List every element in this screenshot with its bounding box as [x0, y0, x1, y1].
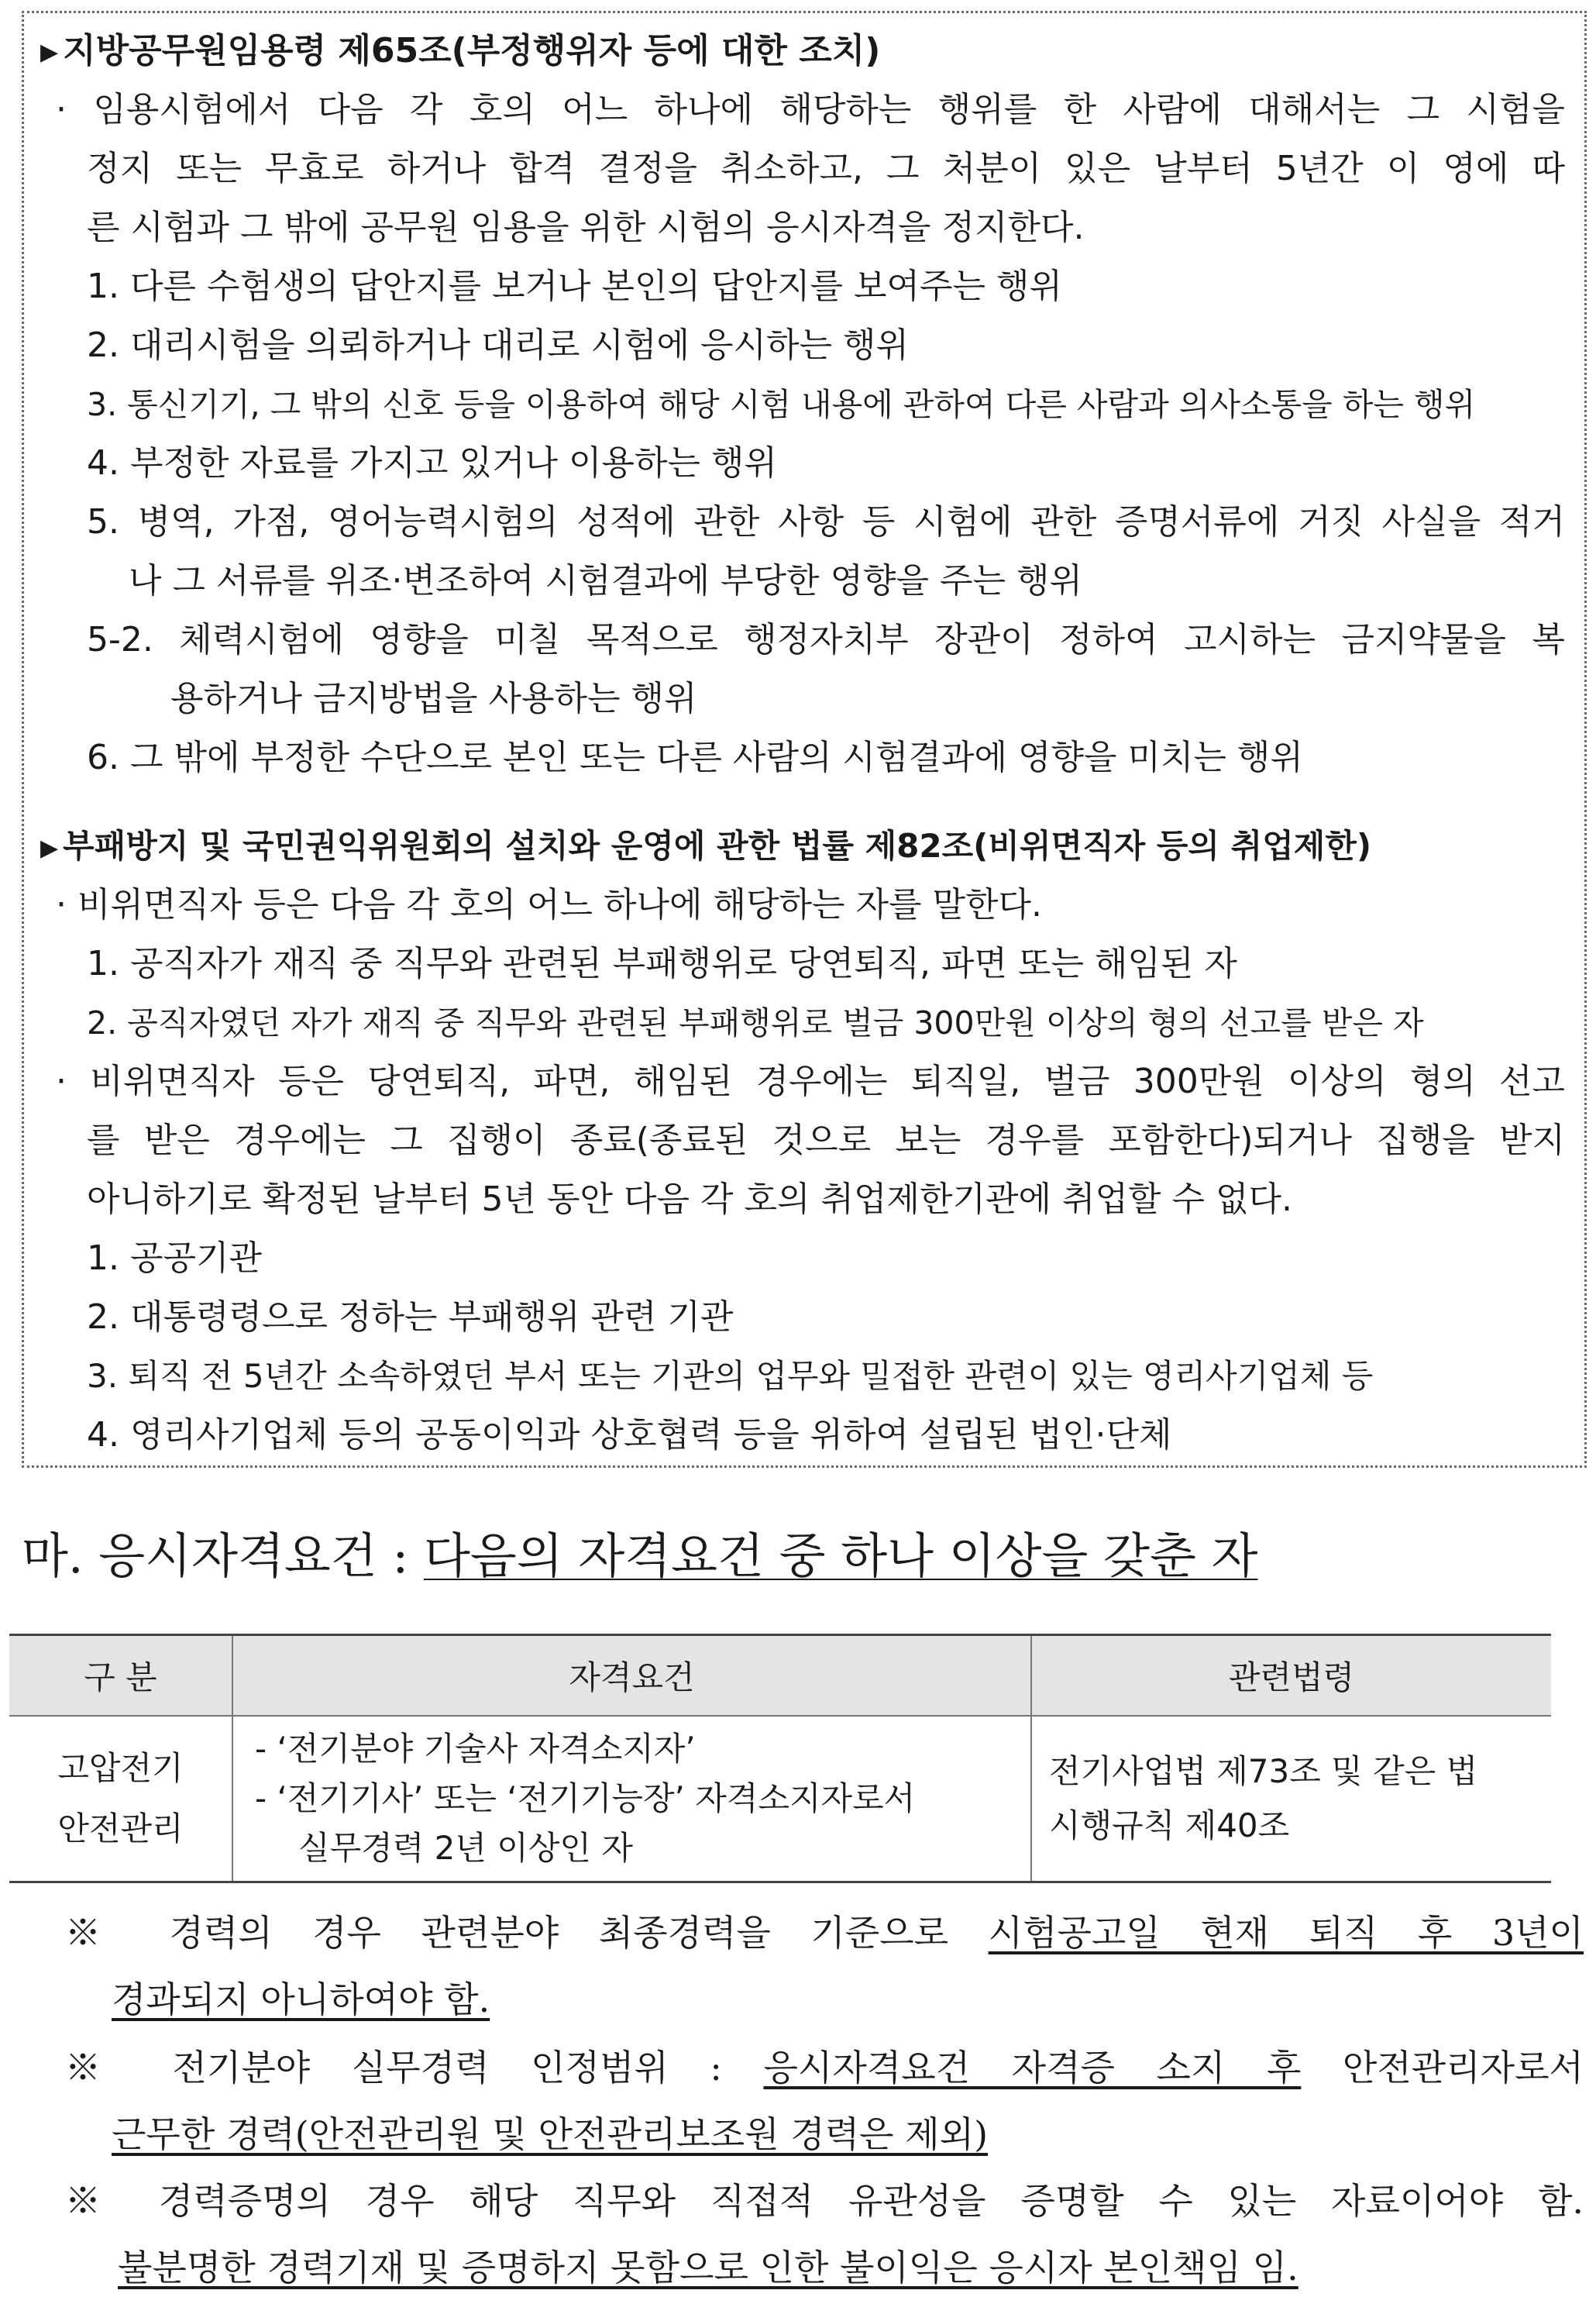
law2-item: 1. 공공기관 [87, 1238, 262, 1278]
col-header-requirements: 자격요건 [232, 1635, 1031, 1717]
section-subheading: 다음의 자격요건 중 하나 이상을 갖춘 자 [423, 1527, 1258, 1584]
note-experience-scope: ※ 전기분야 실무경력 인정범위 : 응시자격요건 자격증 소지 후 안전관리자로서 [65, 2047, 1584, 2089]
law2-item: 3. 퇴직 전 5년간 소속하였던 부서 또는 기관의 업무와 밀접한 관련이 있는 영리사기업체 등 [87, 1357, 1374, 1395]
law1-item: 5. 병역, 가점, 영어능력시험의 성적에 관한 사항 등 시험에 관한 증명서류에 거짓 사실을 적거 [87, 502, 1565, 542]
note-proof-cont: 불분명한 경력기재 및 증명하지 못함으로 인한 불이익은 응시자 본인책임 임. [118, 2247, 1298, 2288]
related-law-cell: 전기사업법 제73조 및 같은 법 시행규칙 제40조 [1031, 1716, 1551, 1882]
law1-item: 3. 통신기기, 그 밖의 신호 등을 이용하여 해당 시험 내용에 관하여 다른 사람과 의사소통을 하는 행위 [87, 386, 1476, 423]
law2-line: · 비위면직자 등은 당연퇴직, 파면, 해임된 경우에는 퇴직일, 벌금 300만원 이상의 형의 선고 [56, 1062, 1565, 1101]
note-career-basis: ※ 경력의 경우 관련분야 최종경력을 기준으로 시험공고일 현재 퇴직 후 3년이 [65, 1912, 1584, 1954]
law2-item: 4. 영리사기업체 등의 공동이익과 상호협력 등을 위하여 설립된 법인·단체 [87, 1415, 1172, 1455]
law1-item: 4. 부정한 자료를 가지고 있거나 이용하는 행위 [87, 443, 777, 483]
law2-title: ▶ 부패방지 및 국민권익위원회의 설치와 운영에 관한 법률 제82조(비위면직자 등의 취업제한) [40, 825, 1371, 870]
law1-item-cont: 나 그 서류를 위조·변조하여 시험결과에 부당한 영향을 주는 행위 [129, 561, 1082, 601]
category-cell: 고압전기 안전관리 [9, 1716, 232, 1882]
col-header-related-law: 관련법령 [1031, 1635, 1551, 1717]
note-proof: ※ 경력증명의 경우 해당 직무와 직접적 유관성을 증명할 수 있는 자료이어야 함. [65, 2180, 1584, 2222]
law1-line: 정지 또는 무효로 하거나 합격 결정을 취소하고, 그 처분이 있은 날부터 5년간 이 영에 따 [87, 149, 1566, 188]
note-career-basis-cont: 경과되지 아니하여야 함. [112, 1978, 490, 2020]
requirements-table [9, 1634, 1551, 1883]
triangle-bullet-icon: ▶ [40, 39, 59, 66]
law2-line: · 비위면직자 등은 다음 각 호의 어느 하나에 해당하는 자를 말한다. [56, 885, 1042, 925]
table-header-row [9, 1635, 1551, 1717]
law1-title: ▶ 지방공무원임용령 제65조(부정행위자 등에 대한 조치) [40, 29, 880, 74]
law1-line: 른 시험과 그 밖에 공무원 임용을 위한 시험의 응시자격을 정지한다. [87, 208, 1085, 247]
law2-item: 2. 대통령령으로 정하는 부패행위 관련 기관 [87, 1297, 734, 1337]
section-heading: 마. 응시자격요건 : 다음의 자격요건 중 하나 이상을 갖춘 자 [22, 1527, 1258, 1584]
note-experience-scope-cont: 근무한 경력(안전관리원 및 안전관리보조원 경력은 제외) [112, 2113, 989, 2155]
law1-line: · 임용시험에서 다음 각 호의 어느 하나에 해당하는 행위를 한 사람에 대해서는 그 시험을 [56, 90, 1565, 129]
law2-line: 를 받은 경우에는 그 집행이 종료(종료된 것으로 보는 경우를 포함한다)되거나 집행을 받지 [87, 1121, 1565, 1160]
law1-item: 5-2. 체력시험에 영향을 미칠 목적으로 행정자치부 장관이 정하여 고시하는 금지약물을 복 [87, 620, 1565, 659]
table-row [9, 1716, 1551, 1882]
law1-item: 6. 그 밖에 부정한 수단으로 본인 또는 다른 사람의 시험결과에 영향을 미치는 행위 [87, 738, 1303, 777]
requirements-cell: - ‘전기분야 기술사 자격소지자’ - ‘전기기사’ 또는 ‘전기기능장’ 자격소지자로서 실무경력 2년 이상인 자 [232, 1716, 1031, 1882]
law2-item: 2. 공직자였던 자가 재직 중 직무와 관련된 부패행위로 벌금 300만원 이상의 형의 선고를 받은 자 [87, 1004, 1424, 1042]
law1-item: 1. 다른 수험생의 답안지를 보거나 본인의 답안지를 보여주는 행위 [87, 267, 1062, 306]
law1-item: 2. 대리시험을 의뢰하거나 대리로 시험에 응시하는 행위 [87, 325, 909, 365]
law2-item: 1. 공직자가 재직 중 직무와 관련된 부패행위로 당연퇴직, 파면 또는 해임된 자 [87, 944, 1237, 983]
law1-item-cont: 용하거나 금지방법을 사용하는 행위 [170, 679, 697, 718]
law2-line: 아니하기로 확정된 날부터 5년 동안 다음 각 호의 취업제한기관에 취업할 수 없다. [87, 1179, 1292, 1219]
col-header-category: 구 분 [9, 1635, 232, 1717]
triangle-bullet-icon: ▶ [40, 834, 59, 862]
